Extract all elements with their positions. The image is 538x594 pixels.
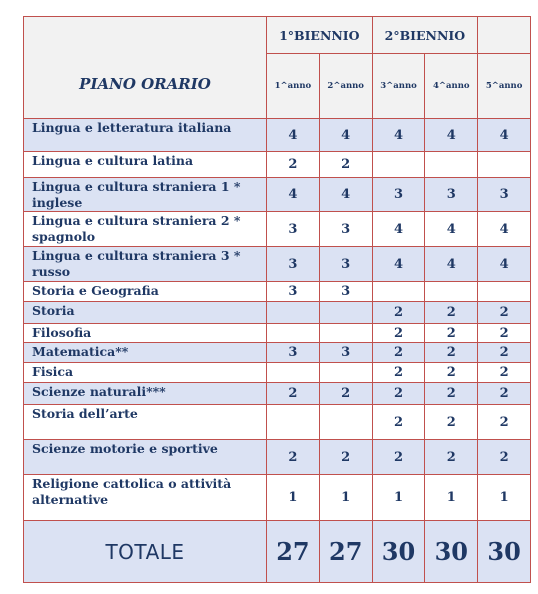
hours-cell: 4 (319, 119, 372, 152)
subject-label: Storia (32, 303, 75, 318)
hours-cell: 2 (372, 440, 425, 475)
hours-cell: 2 (425, 343, 478, 363)
hours-cell: 2 (425, 324, 478, 343)
hours-cell: 4 (267, 119, 320, 152)
subject-label: inglese (32, 195, 83, 210)
hours-cell: 4 (372, 119, 425, 152)
hours-cell: 4 (478, 212, 531, 247)
total-value: 30 (372, 521, 425, 583)
hours-cell: 3 (478, 178, 531, 212)
subject-cell (24, 405, 267, 440)
hours-cell (267, 324, 320, 343)
subject-cell (24, 383, 267, 405)
total-value: 27 (267, 521, 320, 583)
hours-cell: 2 (372, 343, 425, 363)
hours-cell (267, 405, 320, 440)
hours-cell: 2 (372, 302, 425, 324)
hours-cell: 2 (478, 405, 531, 440)
hours-cell: 2 (478, 363, 531, 383)
hours-cell: 2 (319, 152, 372, 178)
subject-label: Lingua e cultura straniera 2 * (32, 213, 241, 228)
subject-label: Storia dell’arte (32, 406, 138, 421)
hours-cell: 4 (372, 247, 425, 282)
table-row (24, 343, 531, 363)
hours-cell: 2 (372, 405, 425, 440)
hours-cell: 3 (425, 178, 478, 212)
table-row (24, 282, 531, 302)
year-header: 3^anno (372, 54, 425, 119)
subject-label: Scienze motorie e sportive (32, 441, 218, 456)
subject-label: Filosofia (32, 325, 92, 340)
hours-cell: 4 (425, 247, 478, 282)
hours-cell (478, 152, 531, 178)
subject-label: alternative (32, 492, 109, 507)
hours-cell: 3 (319, 247, 372, 282)
subject-cell (24, 343, 267, 363)
hours-cell: 2 (372, 324, 425, 343)
hours-cell: 3 (267, 247, 320, 282)
subject-label: Storia e Geografia (32, 283, 159, 298)
hours-cell: 2 (425, 440, 478, 475)
year-header: 5^anno (478, 54, 531, 119)
subject-cell (24, 178, 267, 212)
table-row (24, 152, 531, 178)
table-row (24, 212, 531, 247)
subject-cell (24, 440, 267, 475)
hours-cell: 2 (425, 405, 478, 440)
subject-label: russo (32, 264, 71, 279)
hours-cell: 1 (372, 475, 425, 521)
total-value: 30 (425, 521, 478, 583)
subject-label: Matematica** (32, 344, 129, 359)
hours-cell: 3 (319, 212, 372, 247)
subject-label: Religione cattolica o attività (32, 476, 232, 491)
hours-cell: 2 (478, 343, 531, 363)
hours-cell: 2 (425, 383, 478, 405)
year-header: 4^anno (425, 54, 478, 119)
subject-label: Scienze naturali*** (32, 384, 166, 399)
hours-cell (267, 363, 320, 383)
hours-cell (319, 302, 372, 324)
hours-cell: 3 (267, 212, 320, 247)
hours-cell (267, 302, 320, 324)
year-header: 2^anno (319, 54, 372, 119)
hours-cell: 2 (267, 383, 320, 405)
hours-cell: 2 (478, 383, 531, 405)
hours-cell: 2 (372, 383, 425, 405)
table-row (24, 178, 531, 212)
hours-cell: 4 (425, 119, 478, 152)
piano-orario-table (23, 16, 531, 583)
hours-cell: 4 (478, 247, 531, 282)
hours-cell: 3 (267, 282, 320, 302)
hours-cell (319, 363, 372, 383)
group-header-3 (478, 17, 531, 54)
hours-cell: 1 (267, 475, 320, 521)
hours-cell: 2 (425, 302, 478, 324)
hours-cell: 2 (425, 363, 478, 383)
subject-cell (24, 212, 267, 247)
subject-label: Lingua e cultura straniera 1 * (32, 179, 241, 194)
hours-cell: 3 (372, 178, 425, 212)
subject-label: spagnolo (32, 229, 96, 244)
subject-label: Fisica (32, 364, 74, 379)
hours-cell (425, 282, 478, 302)
hours-cell: 2 (478, 302, 531, 324)
hours-cell: 4 (425, 212, 478, 247)
table-row (24, 302, 531, 324)
hours-cell (372, 152, 425, 178)
subject-cell (24, 119, 267, 152)
hours-cell: 2 (319, 440, 372, 475)
subject-cell (24, 302, 267, 324)
subject-cell (24, 475, 267, 521)
subject-label: Lingua e cultura latina (32, 153, 194, 168)
hours-cell: 1 (425, 475, 478, 521)
hours-cell (372, 282, 425, 302)
total-label: TOTALE (24, 521, 267, 583)
hours-cell (425, 152, 478, 178)
year-header: 1^anno (267, 54, 320, 119)
hours-cell: 2 (267, 152, 320, 178)
hours-cell: 2 (372, 363, 425, 383)
table-row (24, 440, 531, 475)
hours-cell: 4 (267, 178, 320, 212)
hours-cell: 2 (267, 440, 320, 475)
hours-cell: 4 (372, 212, 425, 247)
table-row (24, 405, 531, 440)
subject-label: Lingua e letteratura italiana (32, 120, 232, 135)
hours-cell: 4 (319, 178, 372, 212)
hours-cell: 2 (478, 440, 531, 475)
table-row (24, 383, 531, 405)
table-row (24, 324, 531, 343)
subject-cell (24, 324, 267, 343)
hours-cell (319, 324, 372, 343)
subject-cell (24, 247, 267, 282)
hours-cell (478, 282, 531, 302)
group-header-2: 2°BIENNIO (372, 17, 478, 54)
hours-cell: 3 (267, 343, 320, 363)
table-title: PIANO ORARIO (24, 17, 267, 119)
subject-cell (24, 363, 267, 383)
hours-cell: 2 (478, 324, 531, 343)
total-row (24, 521, 531, 583)
table-row (24, 119, 531, 152)
hours-cell: 2 (319, 383, 372, 405)
table-row (24, 475, 531, 521)
table-row (24, 363, 531, 383)
hours-cell: 3 (319, 282, 372, 302)
group-header-1: 1°BIENNIO (267, 17, 373, 54)
hours-cell: 4 (478, 119, 531, 152)
table-row (24, 247, 531, 282)
total-value: 30 (478, 521, 531, 583)
total-value: 27 (319, 521, 372, 583)
subject-cell (24, 282, 267, 302)
hours-cell: 1 (478, 475, 531, 521)
subject-label: Lingua e cultura straniera 3 * (32, 248, 241, 263)
hours-cell (319, 405, 372, 440)
hours-cell: 1 (319, 475, 372, 521)
hours-cell: 3 (319, 343, 372, 363)
subject-cell (24, 152, 267, 178)
